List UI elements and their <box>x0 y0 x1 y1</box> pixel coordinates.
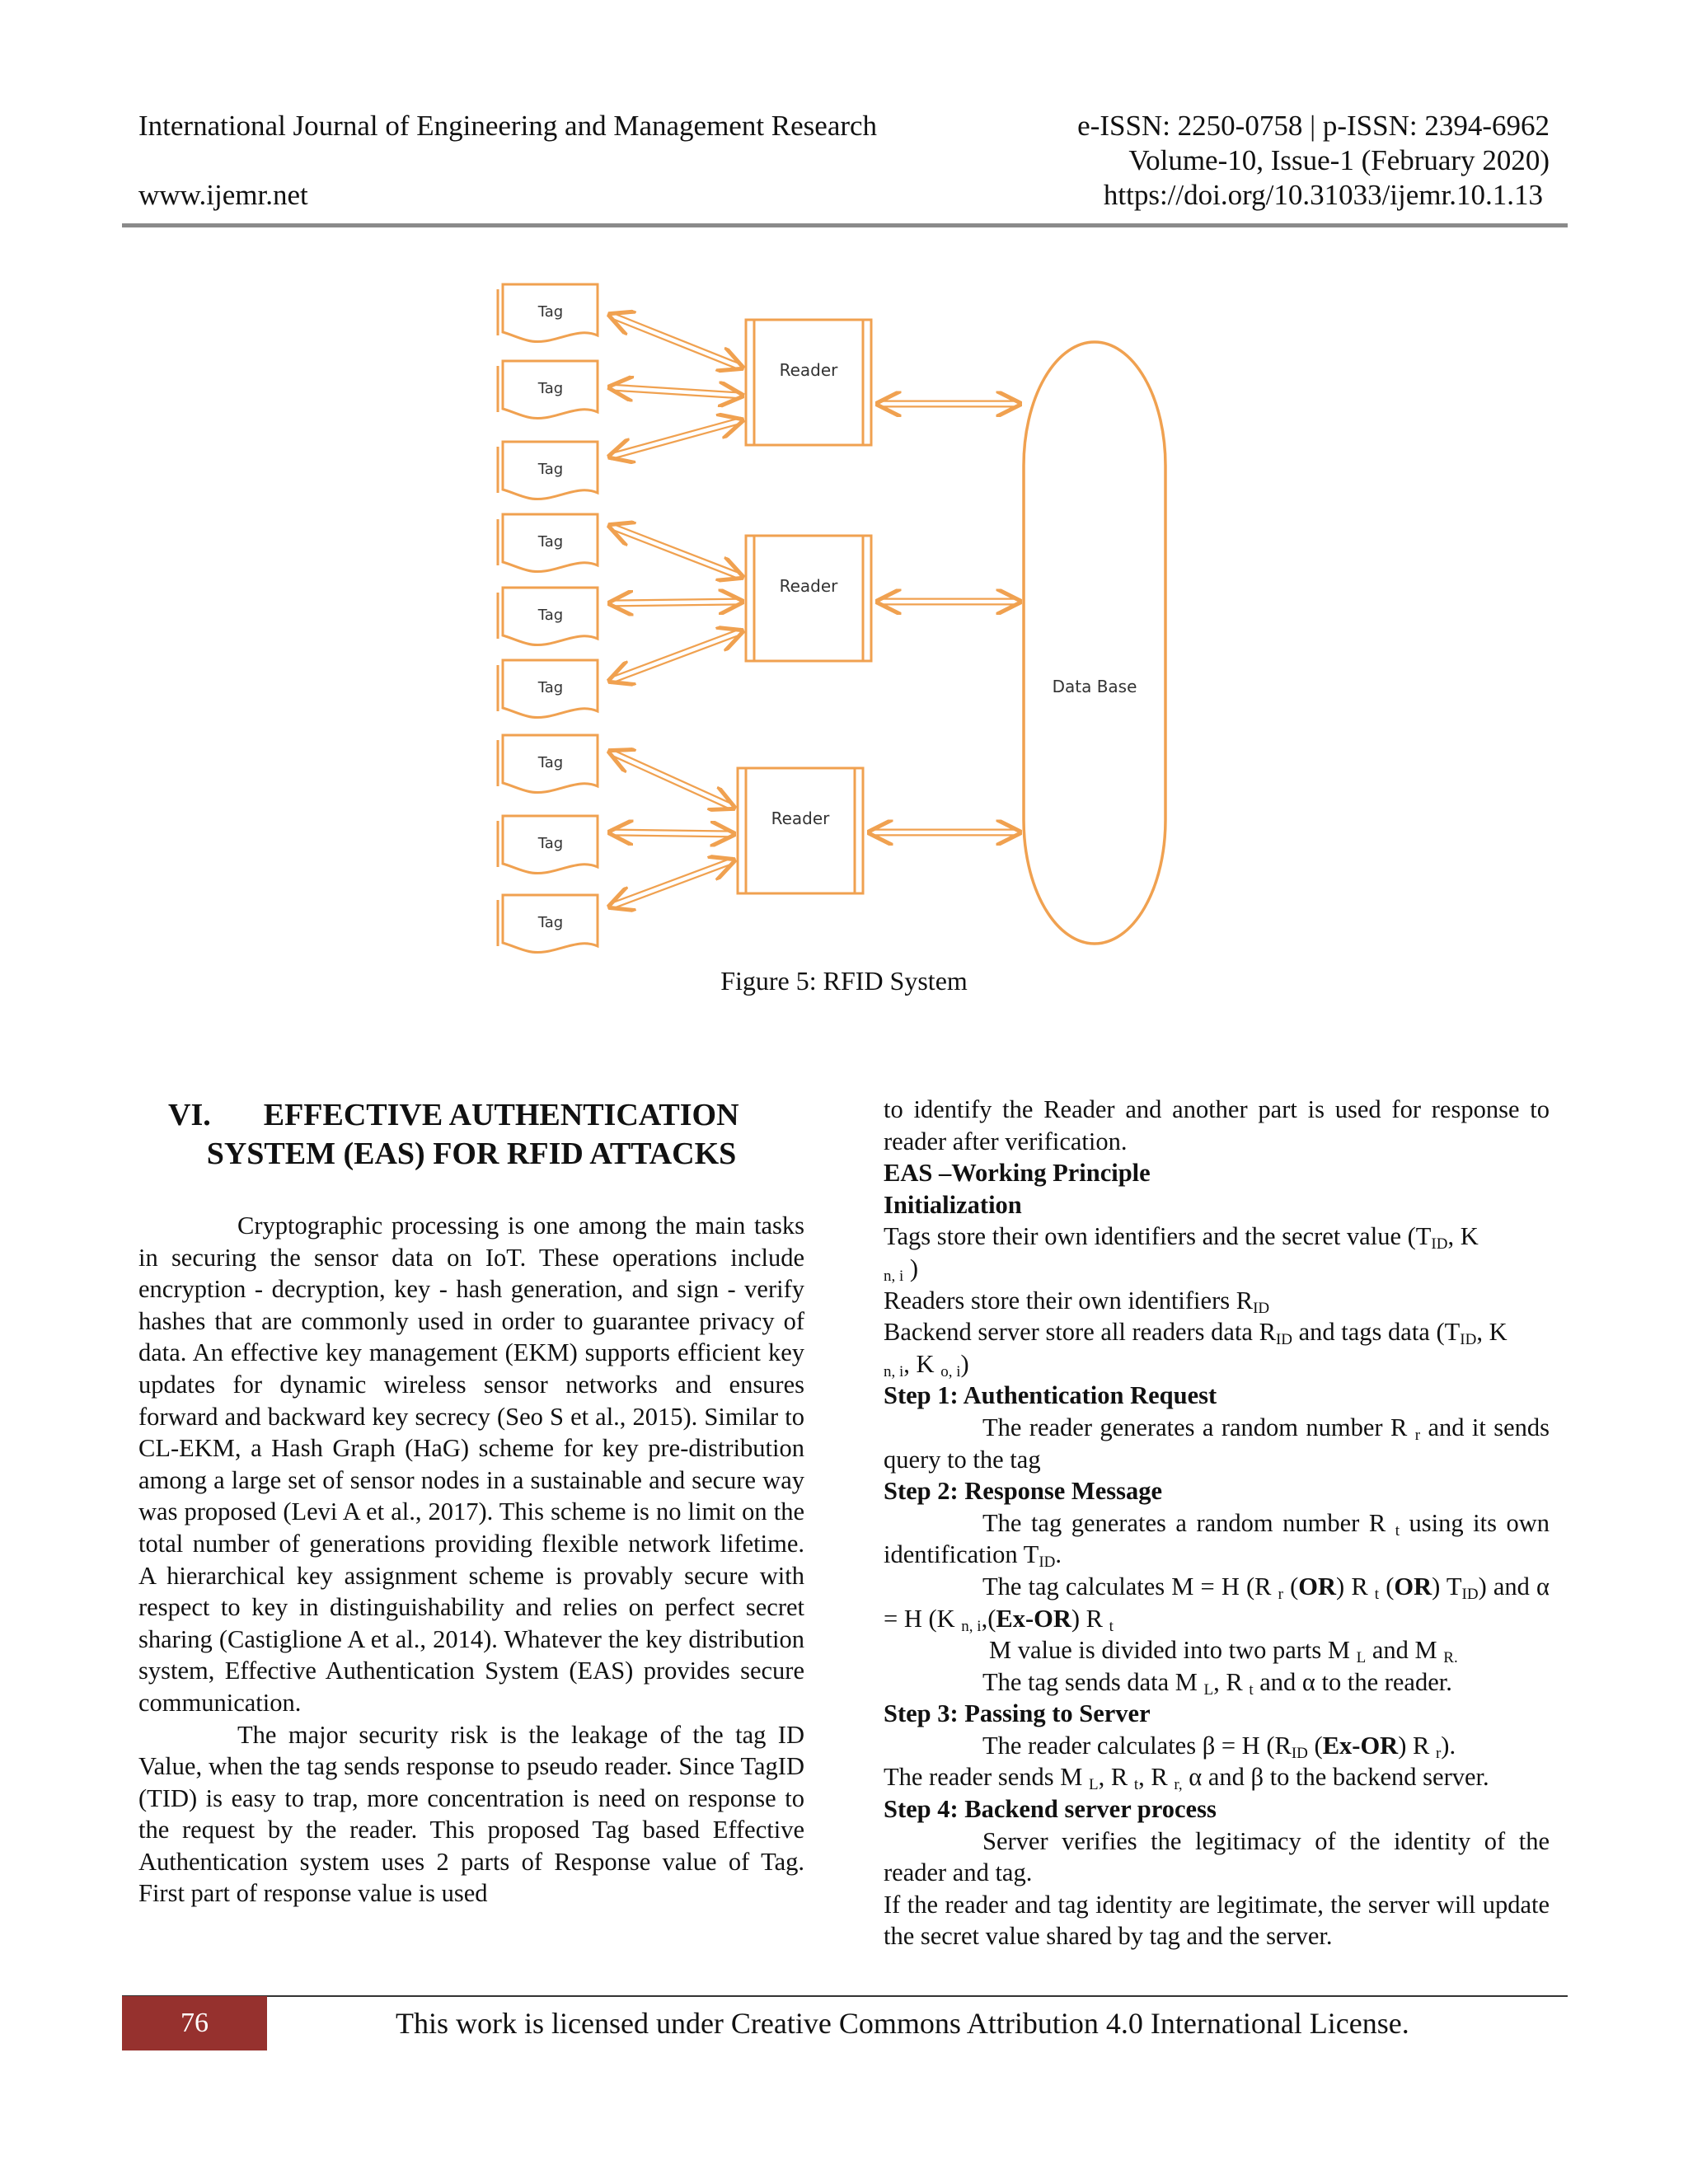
tag-label: Tag <box>537 607 564 624</box>
init-heading: Initialization <box>884 1190 1022 1219</box>
bidirectional-arrow-7 <box>610 752 734 808</box>
reader-2 <box>746 536 871 661</box>
tag-7 <box>498 735 598 793</box>
reader-label: Reader <box>771 808 830 828</box>
left-paragraph-2: The major security risk is the leakage of the tag ID Value, when the tag sends response to pseudo reader. Since TagID (TID) is easy to trap, more concentration is need on response to the request by the reader. This proposed Tag based Effective Authentication system uses 2 parts of Response value of Tag. First part of response value is used <box>138 1720 804 1908</box>
section-heading <box>138 1096 804 1135</box>
left-paragraph-1: Cryptographic processing is one among the main tasks in securing the sensor data on IoT. These operations include encryption - decryption, key - hash generation, and sign - verify hashes that are commonly used in order to guarantee privacy of data. An effective key management (EKM) supports efficient key updates for dynamic wireless sensor networks and ensures forward and backward key secrecy (Seo S et al., 2015). Similar to CL-EKM, a Hash Graph (HaG) scheme for key pre-distribution among a large set of sensor nodes in a sustainable and secure way was proposed (Levi A et al., 2017). This scheme is no limit on the total number of generations providing flexible network lifetime. A hierarchical key assignment scheme is provably secure with respect to key in distinguishability and relies on perfect secret sharing (Castiglione A et al., 2014). Whatever the key distribution system, Effective Authentication System (EAS) provides secure communication. <box>138 1212 804 1717</box>
step2-heading: Step 2: Response Message <box>884 1477 1163 1506</box>
tag-label: Tag <box>537 533 564 551</box>
step1-text: The reader generates a random number R $_r$ and it sends query to the tag <box>884 1413 1550 1474</box>
journal-website[interactable]: www.ijemr.net <box>138 179 308 211</box>
rfid-system-figure <box>495 264 1187 956</box>
doi-link[interactable]: https://doi.org/10.31033/ijemr.10.1.13 <box>1103 179 1543 211</box>
license-text[interactable]: This work is licensed under Creative Commons Attribution 4.0 International License. <box>396 2007 1409 2040</box>
reader-1 <box>746 320 871 445</box>
reader-3 <box>738 768 863 893</box>
step4-text-1: Server verifies the legitimacy of the identity of the reader and tag. <box>884 1826 1550 1887</box>
tag-8 <box>498 816 598 874</box>
database <box>1024 342 1165 944</box>
section-title-line1: EFFECTIVE AUTHENTICATION <box>263 1098 739 1132</box>
figure-caption: Figure 5: RFID System <box>720 966 968 996</box>
tag-label: Tag <box>537 461 564 478</box>
step1-heading: Step 1: Authentication Request <box>884 1381 1217 1410</box>
tag-label: Tag <box>537 835 564 852</box>
section-number: VI. <box>168 1098 211 1132</box>
database-label: Data Base <box>1052 677 1137 696</box>
init-line-1: Tags store their own identifiers and the secret value ($T_{ID}$, K $_{n, i}$ ) <box>884 1222 1479 1285</box>
step2-text-2: The tag calculates M = H (R $_r$ (OR) R $_t$ (OR) $T_{ID}$) and α = H (K $_{n, i}$,(Ex-OR) R $_t$ <box>884 1572 1550 1635</box>
tag-1 <box>498 284 598 342</box>
bidirectional-arrow-2 <box>610 387 742 396</box>
step4-heading: Step 4: Backend server process <box>884 1795 1217 1824</box>
tag-5 <box>498 588 598 645</box>
bidirectional-arrow-3 <box>610 420 742 457</box>
footer-rule <box>122 1995 1568 1997</box>
right-continuation: to identify the Reader and another part is used for response to reader after verification. <box>884 1095 1550 1155</box>
issn: e-ISSN: 2250-0758 | p-ISSN: 2394-6962 <box>1077 110 1550 142</box>
right-column <box>884 1094 1550 1952</box>
tag-3 <box>498 442 598 499</box>
tag-label: Tag <box>537 380 564 397</box>
section-title-line2: SYSTEM (EAS) FOR RFID ATTACKS <box>206 1137 737 1171</box>
step2-text-4: The tag sends data M $_L$, R $_t$ and α to the reader. <box>982 1667 1452 1699</box>
tag-9 <box>498 895 598 953</box>
tag-label: Tag <box>537 679 564 696</box>
tag-label: Tag <box>537 914 564 931</box>
bidirectional-arrow-5 <box>610 602 742 603</box>
reader-label: Reader <box>779 576 838 596</box>
init-line-3: Backend server store all readers data $R_{ID}$ and tags data ($T_{ID}$, K $_{n, i}$, K $_{o, i}$) <box>884 1318 1507 1380</box>
bidirectional-arrow-6 <box>610 631 742 681</box>
volume-issue: Volume-10, Issue-1 (February 2020) <box>1128 144 1550 176</box>
page-number: 76 <box>181 2008 209 2038</box>
init-line-2: Readers store their own identifiers $R_{ID}$ <box>884 1286 1270 1317</box>
bidirectional-arrow-1 <box>610 315 742 368</box>
left-column <box>138 1096 804 1910</box>
step3-heading: Step 3: Passing to Server <box>884 1699 1151 1728</box>
tag-4 <box>498 514 598 572</box>
step4-text-2: If the reader and tag identity are legitimate, the server will update the secret value shared by tag and the server. <box>884 1890 1550 1951</box>
tag-2 <box>498 361 598 419</box>
journal-title: International Journal of Engineering and Management Research <box>138 110 878 142</box>
bidirectional-arrow-4 <box>610 526 742 577</box>
header-rule <box>122 223 1568 227</box>
step2-text-1: The tag generates a random number R $_t$ using its own identification $T_{ID}$. <box>884 1508 1550 1572</box>
step3-text-1: The reader calculates β = H ($R_{ID}$ (Ex-OR) R $_r$). <box>982 1731 1456 1762</box>
bidirectional-arrow-8 <box>610 832 734 834</box>
step3-text-2: The reader sends M $_L$, R $_t$, R $_{r,}$ α and β to the backend server. <box>884 1763 1489 1794</box>
tag-6 <box>498 660 598 718</box>
tag-label: Tag <box>537 754 564 771</box>
eas-heading: EAS –Working Principle <box>884 1159 1151 1188</box>
reader-label: Reader <box>779 360 838 380</box>
step2-text-3: M value is divided into two parts M $_L$ and M $_{R.}$ <box>989 1636 1458 1667</box>
tag-label: Tag <box>537 303 564 321</box>
bidirectional-arrow-9 <box>610 860 734 907</box>
